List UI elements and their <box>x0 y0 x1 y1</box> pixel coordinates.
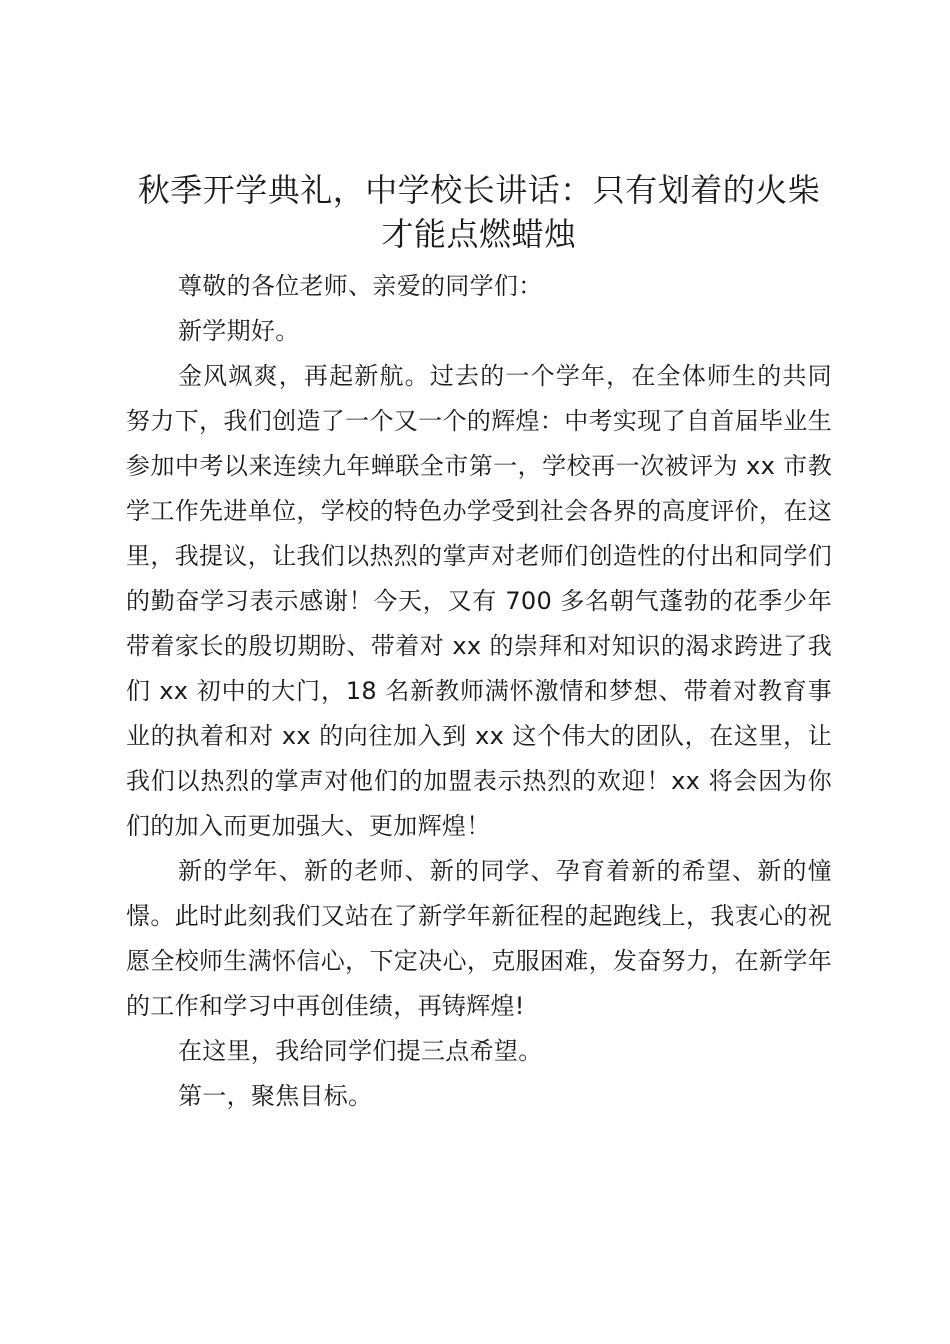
first-point-paragraph: 第一，聚焦目标。 <box>178 1082 373 1110</box>
document-title: 秋季开学典礼，中学校长讲话：只有划着的火柴才能点燃蜡烛 <box>137 171 821 253</box>
review-paragraph: 金风飒爽，再起新航。过去的一个学年，在全体师生的共同努力下，我们创造了一个又一个的辉煌：中考实现了自首届毕业生参加中考以来连续九年蝉联全市第一，学校再一次被评为 xx 市教学工作先进单位，学校的特色办学受到社会各界的高度评价，在这里，我提议，让我们以热烈的掌声对老师们创造性的付出和同学们的勤奋学习表示感谢！今天，又有 700 多名朝气蓬勃的花季少年带着家长的殷切期盼、带着对 xx 的崇拜和对知识的渴求跨进了我们 xx 初中的大门，18 名新教师满怀激情和梦想、带着对教育事业的执着和对 xx 的向往加入到 xx 这个伟大的团队，在这里，让我们以热烈的掌声对他们的加盟表示热烈的欢迎！xx 将会因为你们的加入而更加强大、更加辉煌！ <box>126 362 832 840</box>
salutation-paragraph: 尊敬的各位老师、亲爱的同学们： <box>178 272 543 300</box>
greeting-paragraph: 新学期好。 <box>178 317 300 345</box>
new-year-paragraph: 新的学年、新的老师、新的同学、孕育着新的希望、新的憧憬。此时此刻我们又站在了新学年新征程的起跑线上，我衷心的祝愿全校师生满怀信心，下定决心，克服困难，发奋努力，在新学年的工作和学习中再创佳绩，再铸辉煌! <box>126 857 832 1020</box>
document-page <box>126 168 832 1119</box>
hopes-intro-paragraph: 在这里，我给同学们提三点希望。 <box>178 1037 543 1065</box>
